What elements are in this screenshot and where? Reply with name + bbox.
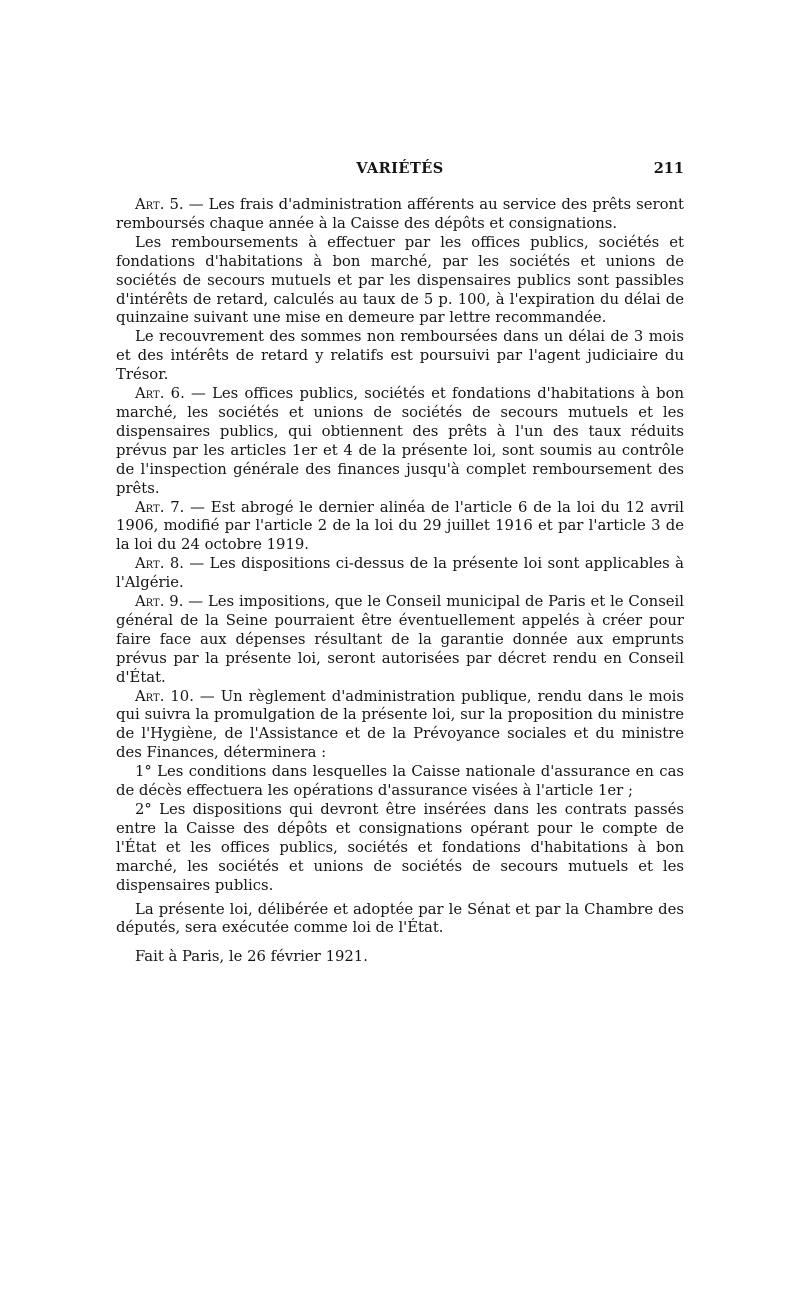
paragraph-recouvrement bbox=[116, 328, 684, 385]
paragraph-text: Les remboursements à effectuer par les offices publics, sociétés et fondations d'habitations à bon marché, par les sociétés et unions de sociétés de secours mutuels et par les dispensaires publics sont passibles d'intérêts de retard, calculés au taux de 5 p. 100, à l'expiration du délai de quinzaine suivant une mise en demeure par lettre recommandée. bbox=[116, 233, 684, 327]
running-header bbox=[116, 152, 684, 180]
paragraph-text: La présente loi, délibérée et adoptée par le Sénat et par la Chambre des députés, sera exécutée comme loi de l'État. bbox=[116, 900, 684, 937]
paragraph-item-1 bbox=[116, 763, 684, 801]
paragraph-art-8 bbox=[116, 555, 684, 593]
running-title: VARIÉTÉS bbox=[356, 160, 444, 177]
paragraph-text: — Est abrogé le dernier alinéa de l'article 6 de la loi du 12 avril 1906, modifié par l'article 2 de la loi du 29 juillet 1916 et par l'article 3 de la loi du 24 octobre 1919. bbox=[116, 498, 685, 554]
paragraph-item-2 bbox=[116, 801, 684, 896]
article-label: Art. 6. bbox=[135, 385, 185, 403]
paragraph-remboursements bbox=[116, 234, 684, 329]
paragraph-text: Le recouvrement des sommes non remboursées dans un délai de 3 mois et des intérêts de retard y relatifs est poursuivi par l'agent judiciaire du Trésor. bbox=[116, 328, 684, 384]
paragraph-text: 2° Les dispositions qui devront être insérées dans les contrats passés entre la Caisse des dépôts et consignations opérant pour le compte de l'État et les offices publics, sociétés et fondations d'habitations à bon marché, les sociétés et unions de sociétés de secours mutuels et les dispensaires publics. bbox=[116, 801, 684, 894]
paragraph-text: — Les offices publics, sociétés et fondations d'habitations à bon marché, les sociétés et unions de sociétés de secours mutuels et les dispensaires publics, qui obtiennent des prêts à l'un des taux réduits prévus par les articles 1er et 4 de la présente loi, sont soumis au contrôle de l'inspection générale des finances jusqu'à complet remboursement des prêts. bbox=[116, 385, 685, 497]
document-page bbox=[116, 152, 684, 967]
body-text bbox=[116, 196, 684, 967]
paragraph-text: — Les dispositions ci-dessus de la présente loi sont applicables à l'Algérie. bbox=[116, 555, 684, 592]
paragraph-text: — Un règlement d'administration publique, rendu dans le mois qui suivra la promulgation de la présente loi, sur la proposition du ministre de l'Hygiène, de l'Assistance et de la Prévoyance sociales et du ministre des Finances, déterminera : bbox=[116, 687, 684, 762]
paragraph-art-5 bbox=[116, 196, 684, 234]
paragraph-text: 1° Les conditions dans lesquelles la Caisse nationale d'assurance en cas de décès effectuera les opérations d'assurance visées à l'article 1er ; bbox=[116, 763, 684, 800]
paragraph-enactment bbox=[116, 901, 684, 939]
paragraph-text: Fait à Paris, le 26 février 1921. bbox=[135, 948, 368, 966]
paragraph-art-7 bbox=[116, 499, 684, 556]
paragraph-date bbox=[116, 948, 684, 967]
article-label: Art. 10. bbox=[135, 687, 194, 705]
paragraph-text: — Les frais d'administration afférents au service des prêts seront remboursés chaque année à la Caisse des dépôts et consignations. bbox=[116, 196, 684, 232]
article-label: Art. 9. bbox=[135, 593, 184, 611]
page-number: 211 bbox=[653, 160, 684, 177]
paragraph-art-6 bbox=[116, 385, 684, 498]
paragraph-art-9 bbox=[116, 593, 684, 688]
paragraph-text: — Les impositions, que le Conseil municipal de Paris et le Conseil général de la Seine pourraient être éventuellement appelés à créer pour faire face aux dépenses résultant de la garantie donnée aux emprunts prévus par la présente loi, seront autorisées par décret rendu en Conseil d'État. bbox=[116, 593, 685, 686]
article-label: Art. 7. bbox=[135, 498, 185, 516]
article-label: Art. 8. bbox=[135, 555, 184, 573]
article-label: Art. 5. bbox=[135, 196, 184, 213]
paragraph-art-10 bbox=[116, 688, 684, 764]
